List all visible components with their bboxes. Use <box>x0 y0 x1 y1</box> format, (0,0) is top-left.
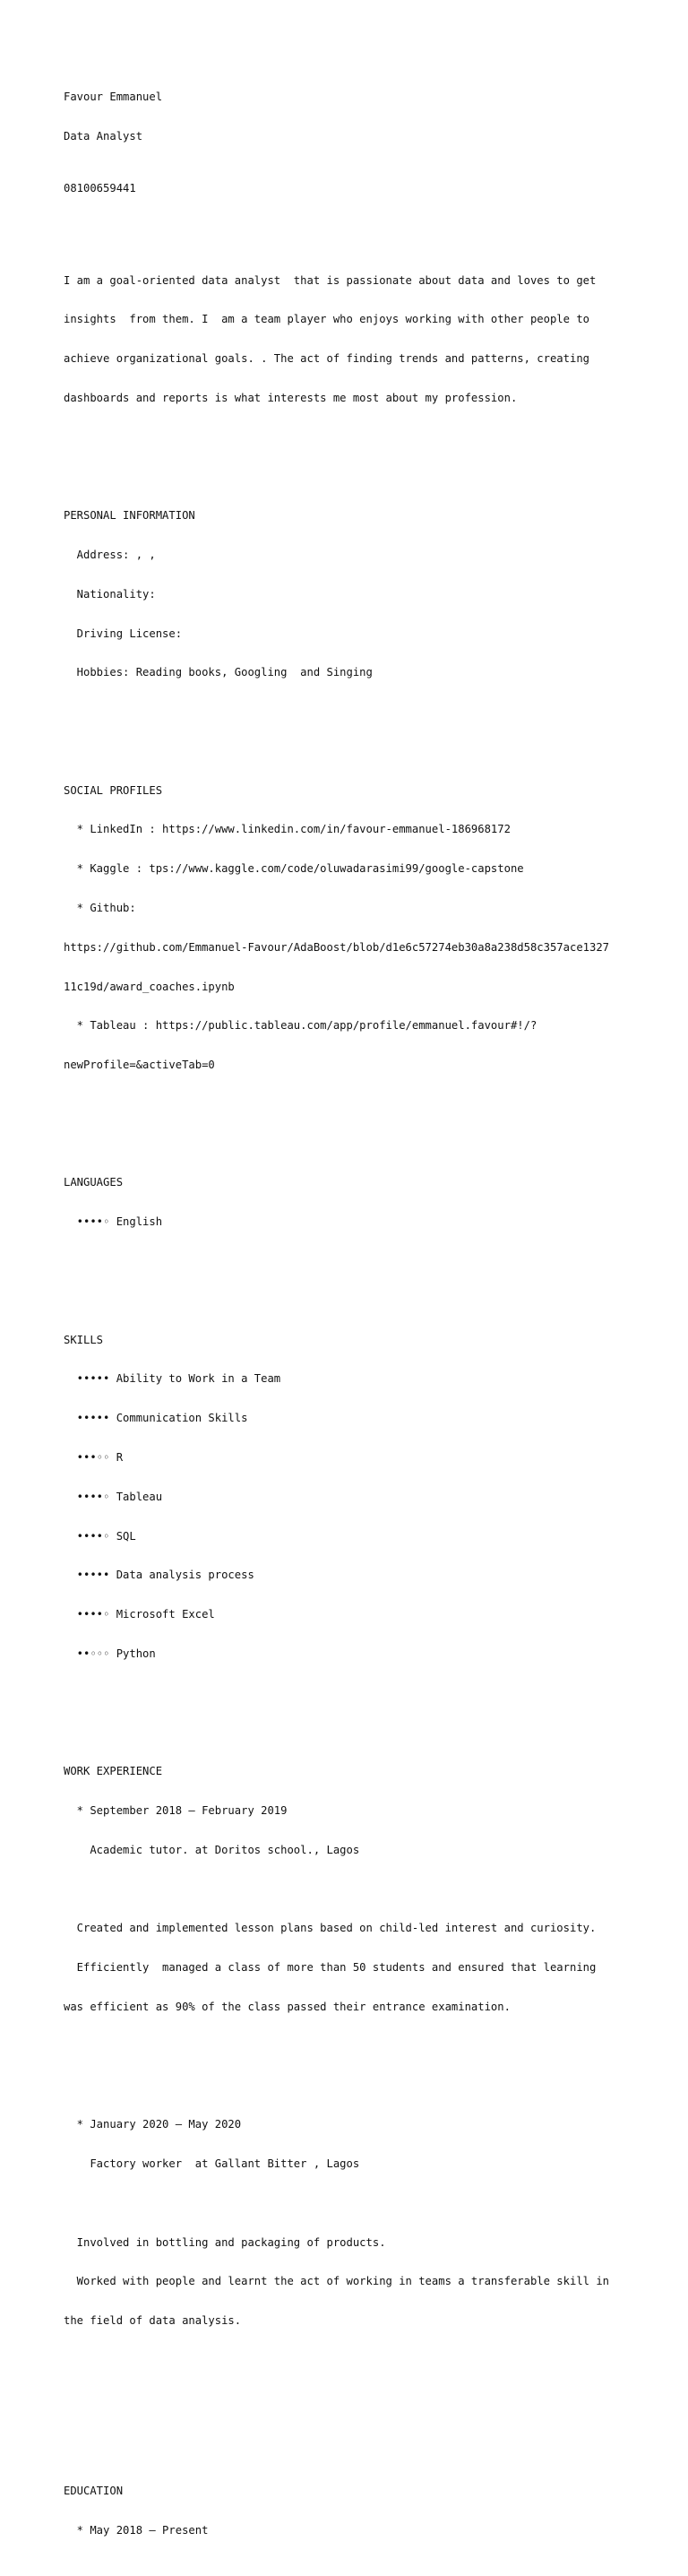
social-link-tableau-cont[interactable]: newProfile=&activeTab=0 <box>64 1059 215 1072</box>
summary-line: I am a goal-oriented data analyst that is passionate about data and loves to get <box>64 273 597 287</box>
personal-line: Hobbies: Reading books, Googling and Singing <box>64 666 373 679</box>
section-heading: SKILLS <box>64 1333 104 1346</box>
summary-line: achieve organizational goals. . The act of finding trends and patterns, creating <box>64 352 589 366</box>
social-link-linkedin[interactable]: * LinkedIn : https://www.linkedin.com/in/favour-emmanuel-186968172 <box>64 823 511 836</box>
personal-line: Driving License: <box>64 627 183 640</box>
job-description <box>64 1896 655 2040</box>
section-heading: PERSONAL INFORMATION <box>64 509 195 523</box>
skill-item: ••••◦ Microsoft Excel <box>64 1608 215 1621</box>
skill-item: ••••◦ Tableau <box>64 1490 163 1503</box>
job-role: Academic tutor. at Doritos school., Lagos <box>64 1843 360 1856</box>
languages-section <box>64 1150 655 1255</box>
language-item: ••••◦ English <box>64 1215 163 1229</box>
social-label-github: * Github: <box>64 902 136 914</box>
summary-paragraph <box>64 247 655 430</box>
skill-item: ••◦◦◦ Python <box>64 1647 156 1660</box>
personal-line: Address: , , <box>64 548 156 561</box>
section-heading: SOCIAL PROFILES <box>64 783 163 797</box>
job-desc-line: was efficient as 90% of the class passed their entrance examination. <box>64 2000 511 2013</box>
social-link-github-cont[interactable]: 11c19d/award_coaches.ipynb <box>64 980 235 993</box>
section-heading: LANGUAGES <box>64 1176 124 1189</box>
job-dates: * January 2020 – May 2020 <box>64 2118 242 2131</box>
personal-line: Nationality: <box>64 587 156 601</box>
candidate-name: Favour Emmanuel <box>64 91 163 104</box>
work-experience-section <box>64 1739 655 2380</box>
summary-line: dashboards and reports is what interests me most about my profession. <box>64 391 518 404</box>
job-desc-line: Involved in bottling and packaging of products. <box>64 2235 386 2249</box>
social-link-github[interactable]: https://github.com/Emmanuel-Favour/AdaBoost/blob/d1e6c57274eb30a8a238d58c357ace1327 <box>64 940 610 954</box>
education-section <box>64 2459 655 2563</box>
section-heading: EDUCATION <box>64 2484 124 2497</box>
skill-item: •••◦◦ R <box>64 1450 124 1464</box>
social-profiles-section <box>64 757 655 1097</box>
candidate-title: Data Analyst <box>64 129 143 143</box>
skill-item: ••••◦ SQL <box>64 1529 136 1543</box>
personal-information-section <box>64 483 655 705</box>
resume-document <box>64 65 655 2576</box>
job-dates: * September 2018 – February 2019 <box>64 1803 288 1817</box>
summary-line: insights from them. I am a team player who enjoys working with other people to <box>64 313 589 326</box>
job-desc-line: Efficiently managed a class of more than 50 students and ensured that learning <box>64 1961 597 1975</box>
skill-item: ••••• Ability to Work in a Team <box>64 1372 281 1386</box>
education-item: * May 2018 – Present <box>64 2523 209 2537</box>
social-link-tableau[interactable]: * Tableau : https://public.tableau.com/app/profile/emmanuel.favour#!/? <box>64 1019 538 1033</box>
job-description <box>64 2209 655 2354</box>
phone-number: 08100659441 <box>64 182 136 195</box>
job-role: Factory worker at Gallant Bitter , Lagos <box>64 2157 360 2171</box>
job-desc-line: the field of data analysis. <box>64 2314 242 2328</box>
skill-item: ••••• Communication Skills <box>64 1412 248 1425</box>
section-heading: WORK EXPERIENCE <box>64 1765 163 1778</box>
skills-section <box>64 1307 655 1686</box>
skill-item: ••••• Data analysis process <box>64 1569 254 1582</box>
job-desc-line: Created and implemented lesson plans based on child-led interest and curiosity. <box>64 1922 597 1935</box>
social-link-kaggle[interactable]: * Kaggle : tps://www.kaggle.com/code/oluwadarasimi99/google-capstone <box>64 862 524 876</box>
job-desc-line: Worked with people and learnt the act of working in teams a transferable skill in <box>64 2275 610 2288</box>
